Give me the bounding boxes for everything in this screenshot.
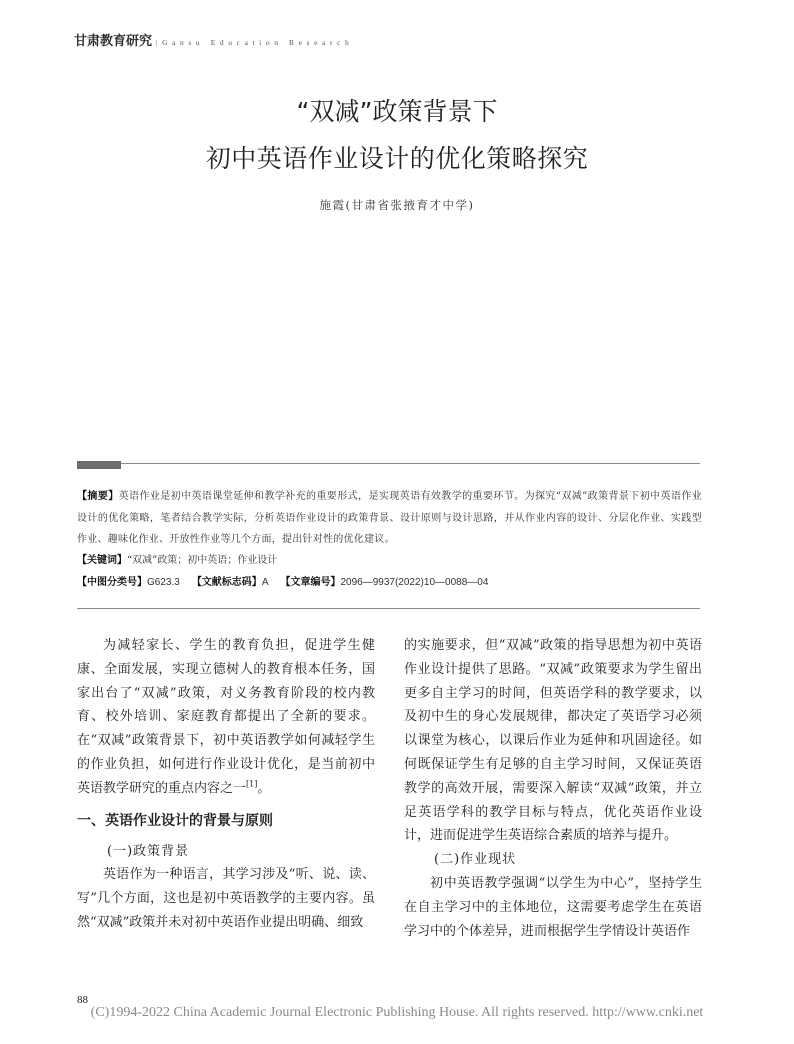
paragraph-text: 为减轻家长、学生的教育负担，促进学生健康、全面发展，实现立德树人的教育根本任务，国家出台了“双减”政策，对义务教育阶段的校内教育、校外培训、家庭教育都提出了全新的要求。在“双减”政策背景下，初中英语教学如何减轻学生的作业负担，如何进行作业设计优化，是当前初中英语教学研究的重点内容之一 [77,638,375,796]
journal-header [74,30,353,49]
body-paragraph [77,634,375,801]
copyright-footer: (C)1994-2022 China Academic Journal Electronic Publishing House. All rights reserved. http://www.cnki.net [90,1005,704,1020]
article-no-label: 【文章编号】 [280,577,341,588]
page-number: 88 [77,994,88,1006]
subsection-heading: (二)作业现状 [434,852,517,868]
body-paragraph: 的实施要求，但“双减”政策的指导思想为初中英语作业设计提供了思路。“双减”政策要求为学生留出更多自主学习的时间，但英语学科的教学要求，以及初中生的身心发展规律，都决定了英语学习必须以课堂为核心，以课后作业为延伸和巩固途径。如何既保证学生有足够的自主学习时间，又保证英语教学的高效开展，需要深入解读“双减”政策，并立足英语学科的教学目标与特点，优化英语作业设计，进而促进学生英语综合素质的培养与提升。 [404,638,702,844]
keywords-text: “双减”政策；初中英语；作业设计 [127,555,278,566]
abstract-keywords [77,550,702,572]
doc-code-label: 【文献标志码】 [191,577,262,588]
paragraph-end: 。 [257,780,271,796]
clc-label: 【中图分类号】 [77,577,147,588]
article-title-line1: “双减”政策背景下 [296,97,498,126]
journal-name-cn: 甘肃教育研究 [74,34,153,49]
subsection-heading: (一)政策背景 [107,843,190,859]
article-no-value: 2096—9937(2022)10—0088—04 [340,577,489,588]
abstract-marker-bar [77,461,121,469]
author-affiliation: 施霞(甘肃省张掖育才中学) [319,198,475,212]
body-paragraph: 英语作为一种语言，其学习涉及“听、说、读、写”几个方面，这也是初中英语教学的主要内容。虽然“双减”政策并未对初中英语作业提出明确、细致 [77,867,375,930]
body-column-left [77,634,375,935]
section-heading: 一、英语作业设计的背景与原则 [77,812,273,829]
reference-marker: [1] [246,779,258,789]
abstract-summary [77,486,702,551]
abstract-text: 英语作业是初中英语课堂延伸和教学补充的重要形式，是实现英语有效教学的重要环节。为探究“双减”政策背景下初中英语作业设计的优化策略，笔者结合教学实际，分析英语作业设计的政策背景、设计原则与设计思路，并从作业内容的设计、分层化作业、实践型作业、趣味化作业、开放性作业等几个方面，提出针对性的优化建议。 [77,491,702,545]
journal-name-en: |Gansu Education Research [156,38,354,47]
classification-line [77,572,702,594]
clc-value: G623.3 [147,577,180,588]
abstract-top-rule [77,463,700,464]
keywords-label: 【关键词】 [77,555,127,566]
body-paragraph: 初中英语教学强调“以学生为中心”，坚持学生在自主学习中的主体地位，这需要考虑学生在英语学习中的个体差异，进而根据学生学情设计英语作 [404,875,702,939]
abstract-label: 【摘要】 [77,491,119,502]
body-column-right [404,634,702,943]
abstract-bottom-rule [77,608,700,609]
doc-code-value: A [261,577,269,588]
article-title-line2: 初中英语作业设计的优化策略探究 [205,144,589,173]
